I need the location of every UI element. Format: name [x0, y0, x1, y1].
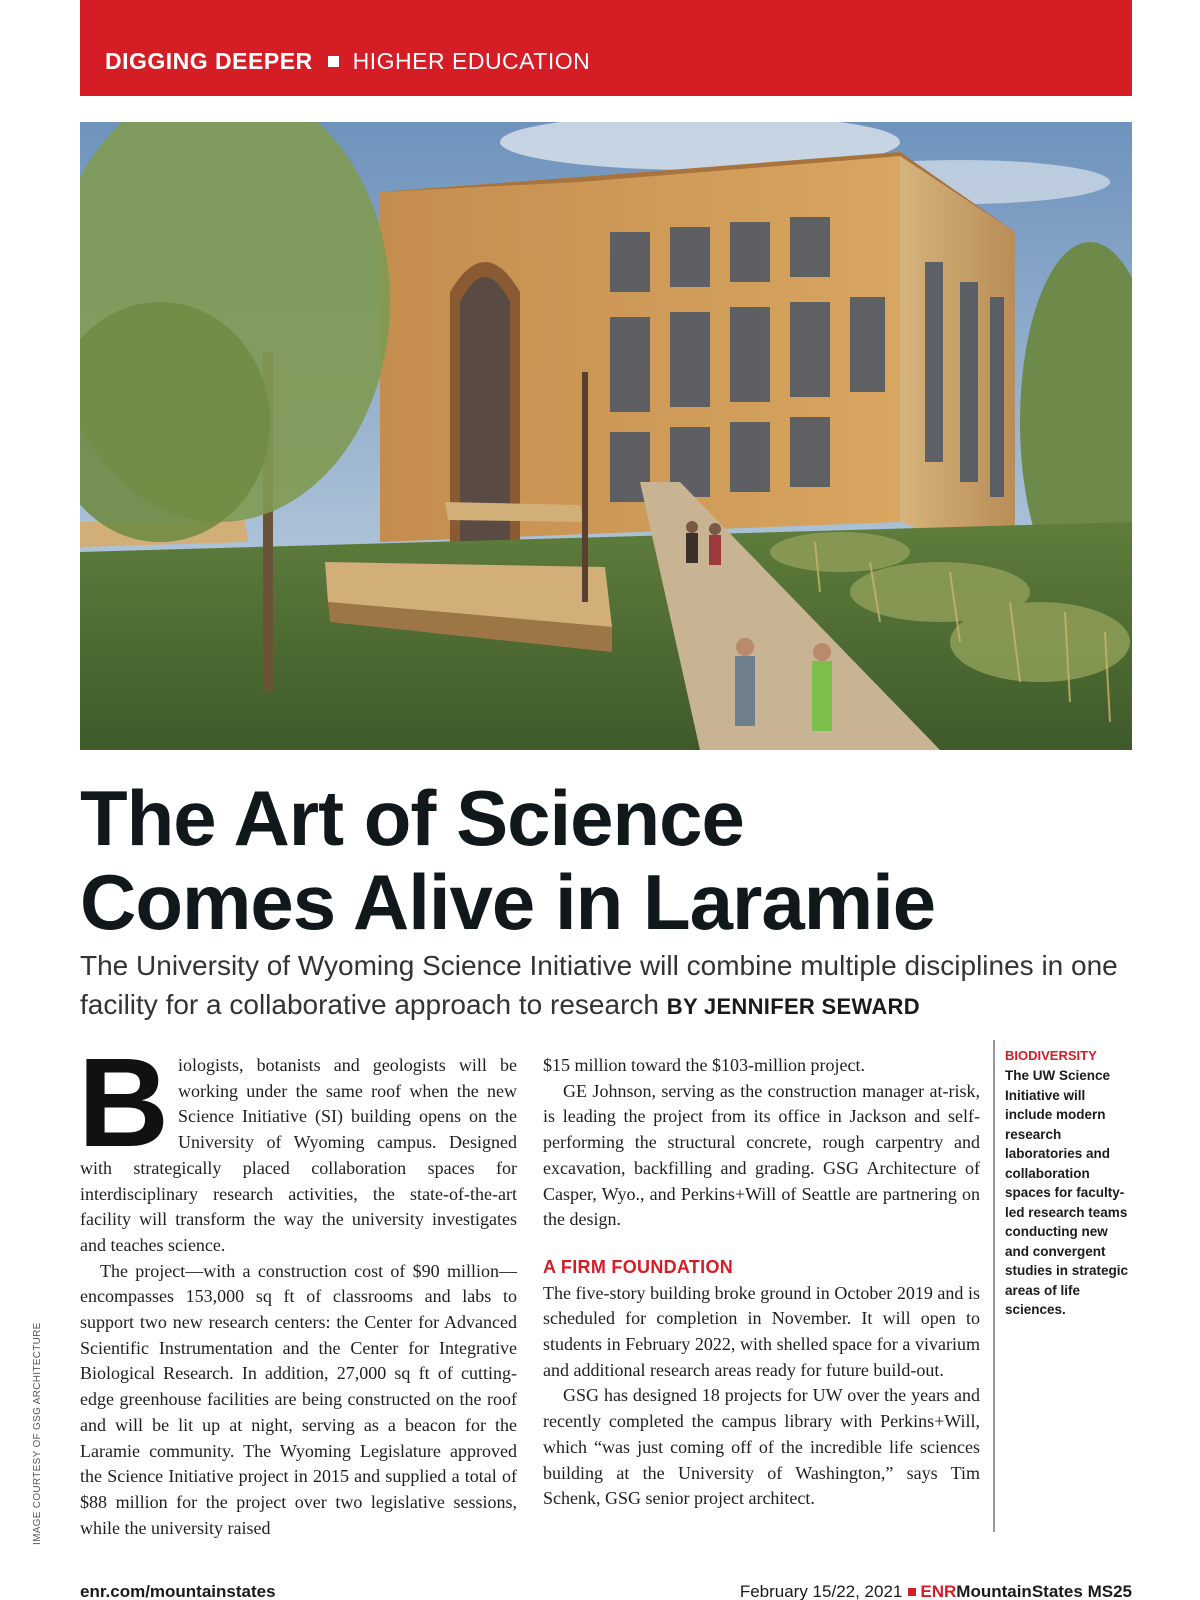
sidebar-text: The UW Science Initiative will include modern research laboratories and collaboration spaces for faculty-led research teams conducting new and convergent studies in strategic areas of life sciences.: [1005, 1068, 1129, 1317]
body-paragraph: [78, 1032, 517, 1259]
section-subhead: A FIRM FOUNDATION: [543, 1256, 734, 1277]
body-column-1: [78, 1032, 517, 1541]
drop-cap: B: [78, 1032, 169, 1173]
sidebar-heading: BIODIVERSITY: [1005, 1048, 1097, 1063]
building-rendering-image: [80, 122, 1132, 750]
footer-page-number: MS25: [1087, 1582, 1132, 1600]
paragraph-1-text: iologists, botanists and geologists will be working under the same roof when the new Science Initiative (SI) building opens on the University of Wyoming campus. Designed with strategically placed collaboration spaces for interdisciplinary research activities, the state-of-the-art facility will transform the way the university investigates and teaches science.: [80, 1055, 517, 1255]
footer-brand-region: MountainStates: [956, 1582, 1083, 1600]
footer-date: February 15/22, 2021: [739, 1582, 903, 1600]
section-label: DIGGING DEEPER: [105, 48, 313, 74]
article-headline: [80, 776, 1140, 944]
footer-folio: [740, 1582, 1132, 1600]
footer-url: enr.com/mountainstates: [80, 1582, 276, 1600]
footer-brand-enr: ENR: [920, 1582, 957, 1600]
subsection-label: HIGHER EDUCATION: [352, 48, 591, 74]
body-paragraph: The project—with a construction cost of $90 million—encompasses 153,000 sq ft of classrooms and labs to support two new research centers: the Center for Advanced Scientific Instrumentation and the Center for Integrative Biological Research. In addition, 27,000 sq ft of cutting-edge greenhouse facilities are being constructed on the roof and will be lit up at night, serving as a beacon for the Laramie community. The Wyoming Legislature approved the Science Initiative project in 2015 and supplied a total of $88 million for the project over two legislative sessions, while the university raised: [80, 1260, 517, 1538]
body-paragraph: GE Johnson, serving as the construction manager at-risk, is leading the project from its office in Jackson and self-performing the structural concrete, rough carpentry and excavation, backfilling and grading. GSG Architecture of Casper, Wyo., and Perkins+Will of Seattle are partnering on the design.: [543, 1080, 980, 1230]
body-paragraph: $15 million toward the $103-million project.: [543, 1055, 865, 1075]
sidebar-caption: [1005, 1048, 1135, 1320]
headline-line-2: Comes Alive in Laramie: [80, 858, 936, 946]
article-dek: [80, 946, 1140, 1026]
image-credit: IMAGE COURTESY OF GSG ARCHITECTURE: [32, 1322, 43, 1545]
column-divider: [993, 1040, 995, 1532]
body-paragraph: The five-story building broke ground in October 2019 and is scheduled for completion in November. It will open to students in February 2022, with shelled space for a vivarium and additional research areas ready for future build-out.: [543, 1282, 980, 1380]
headline-line-1: The Art of Science: [80, 774, 744, 862]
square-bullet-icon: [908, 1588, 916, 1596]
body-paragraph: GSG has designed 18 projects for UW over the years and recently completed the campus library with Perkins+Will, which “was just coming off of the incredible life sciences building at the University of Washington,” says Tim Schenk, GSG senior project architect.: [543, 1385, 980, 1509]
square-bullet-icon: [328, 56, 339, 67]
dek-text: The University of Wyoming Science Initiative will combine multiple disciplines in one facility for a collaborative approach to research: [80, 950, 1118, 1020]
section-banner: [80, 0, 1132, 96]
byline: BY JENNIFER SEWARD: [666, 994, 920, 1019]
body-column-2: [543, 1053, 980, 1512]
banner-text: [105, 48, 590, 75]
